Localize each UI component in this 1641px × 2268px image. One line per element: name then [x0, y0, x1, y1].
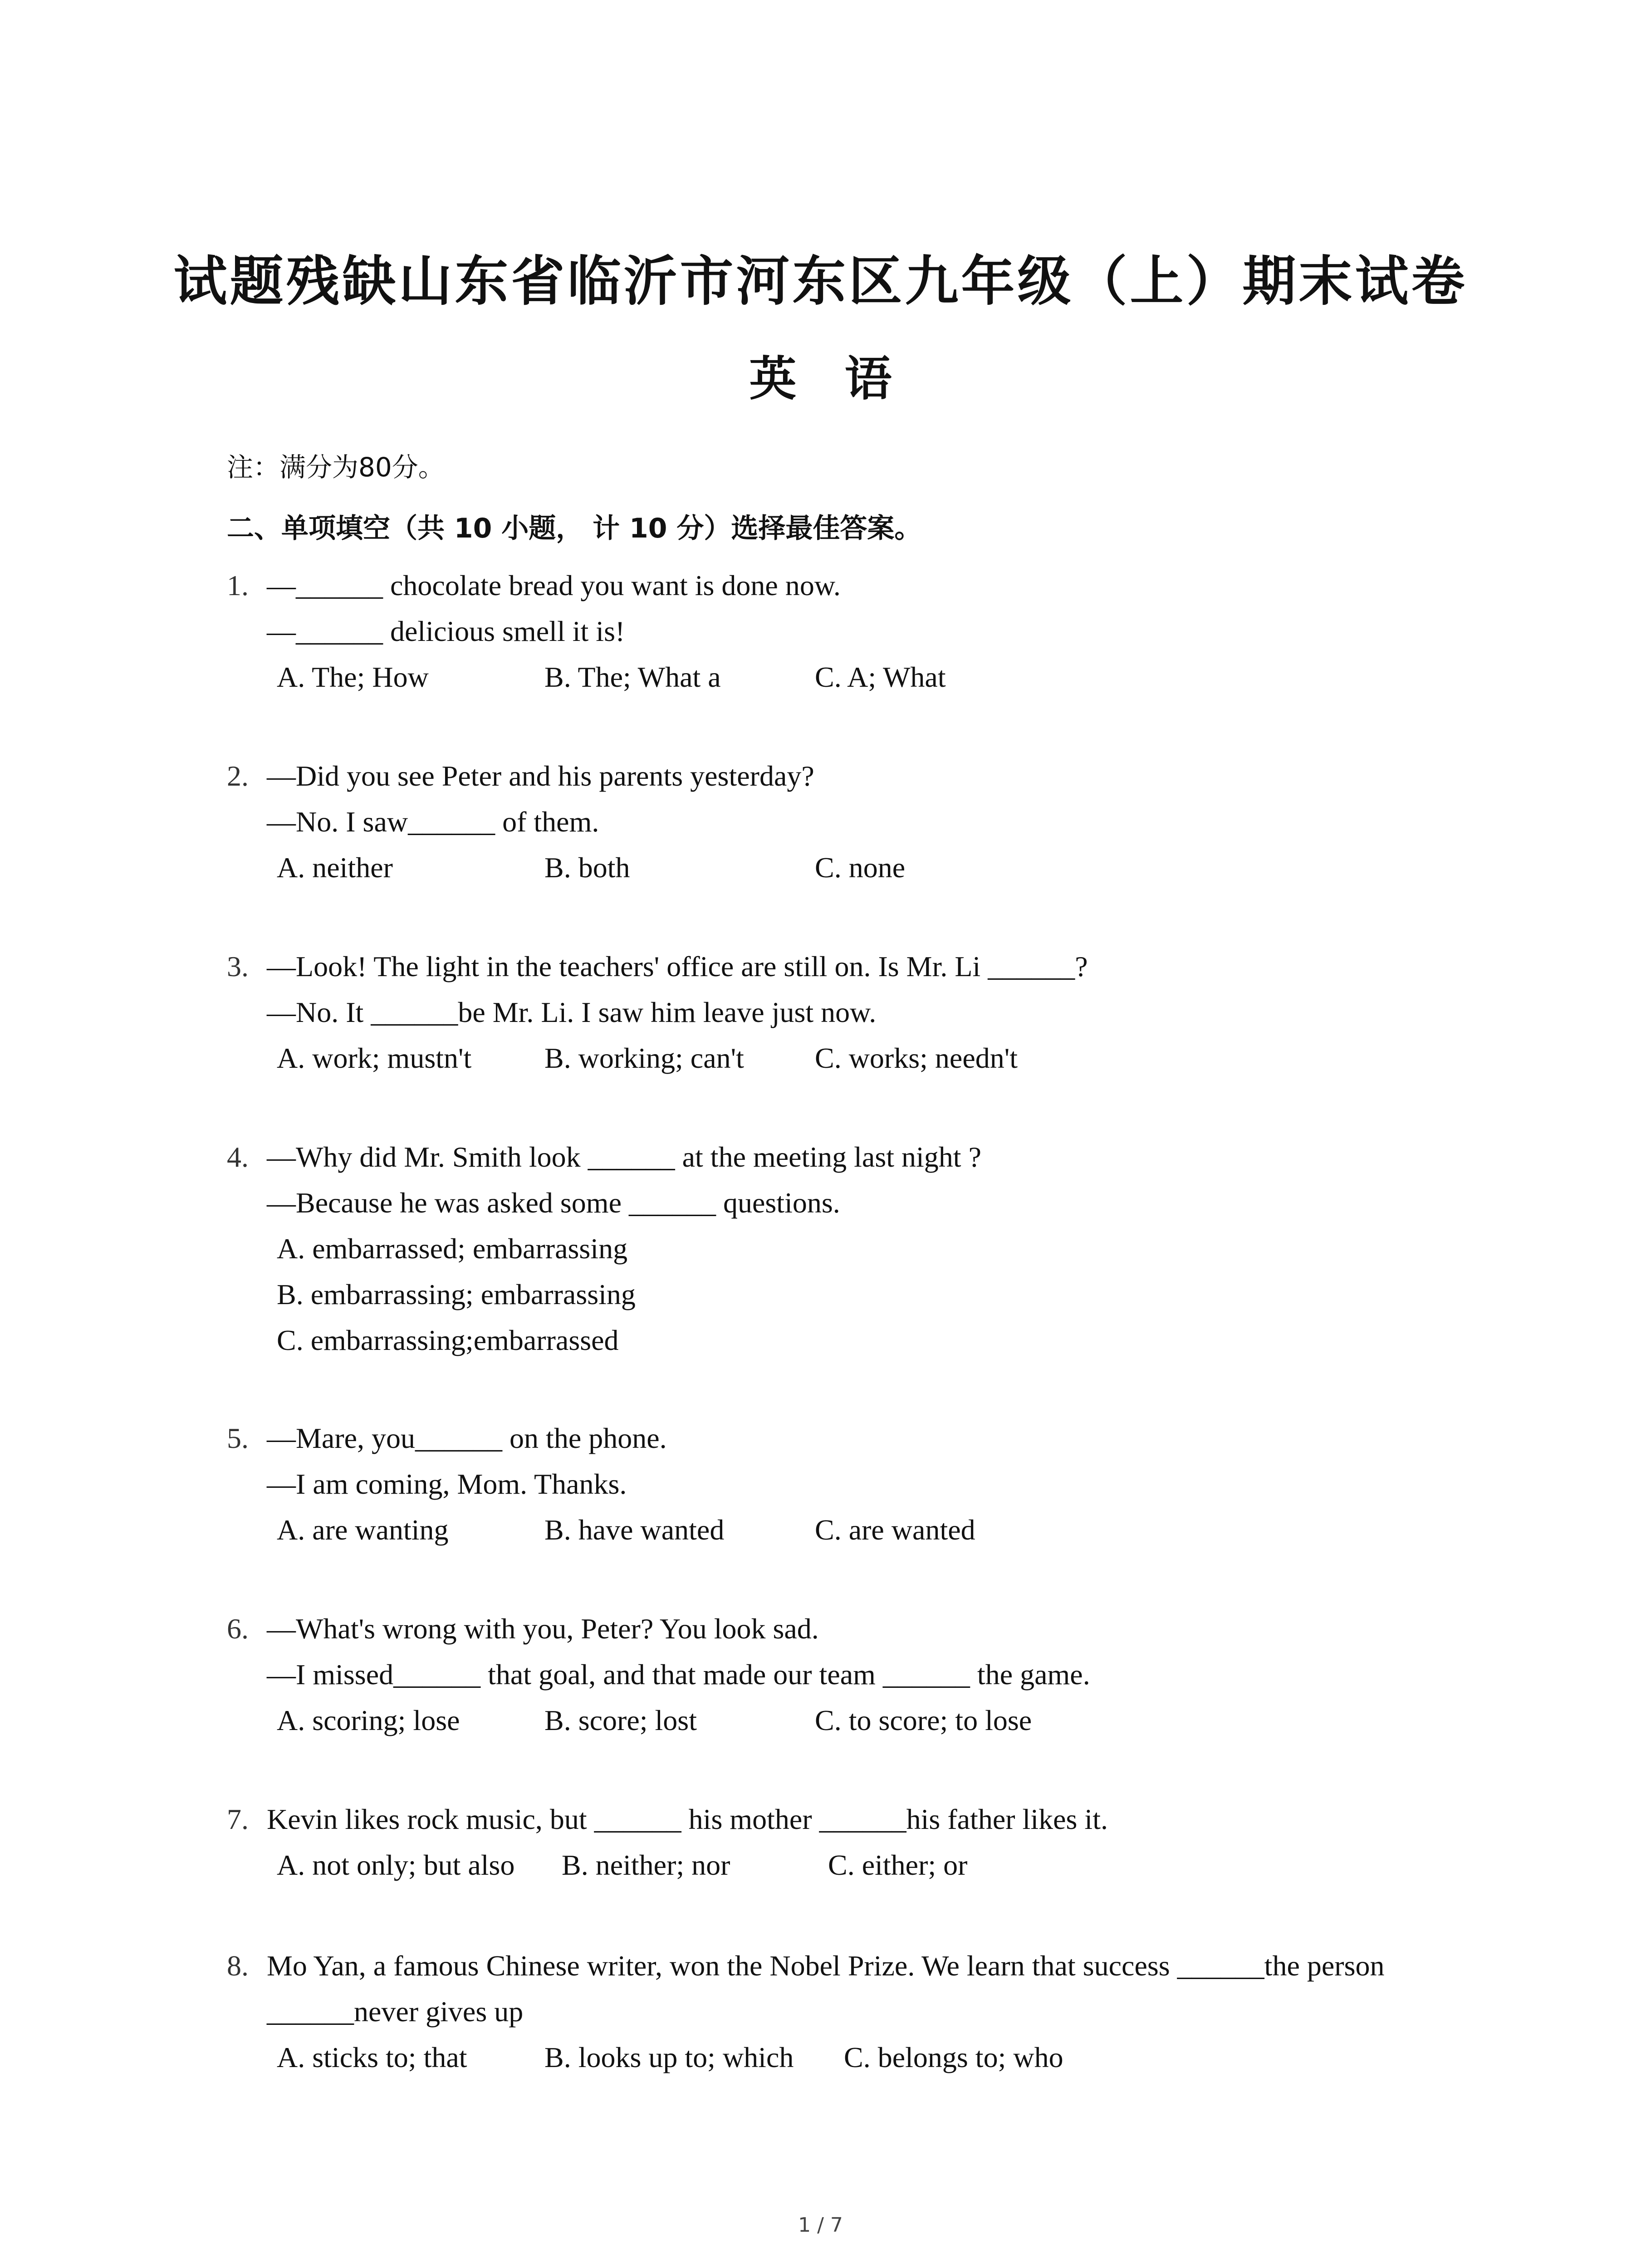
question-number: 6. [227, 1613, 249, 1645]
option-a: A. The; How [277, 661, 429, 693]
option-b: B. neither; nor [562, 1849, 730, 1881]
option-b: B. have wanted [544, 1514, 725, 1546]
question-line: —Why did Mr. Smith look ______ at the meeting last night ? [267, 1141, 981, 1173]
question-line: —Look! The light in the teachers' office are still on. Is Mr. Li ______? [267, 950, 1088, 982]
question-line: —______ delicious smell it is! [267, 615, 625, 647]
option-a: A. work; mustn't [277, 1042, 472, 1074]
option-c: C. A; What [815, 661, 946, 693]
question-number: 8. [227, 1950, 249, 1982]
question-line: —______ chocolate bread you want is done now. [267, 569, 841, 601]
question-number: 4. [227, 1141, 249, 1173]
question-line: —What's wrong with you, Peter? You look sad. [267, 1613, 819, 1645]
question-number: 1. [227, 569, 249, 601]
option-a: A. embarrassed; embarrassing [277, 1232, 628, 1265]
question-line: Mo Yan, a famous Chinese writer, won the Nobel Prize. We learn that success ______the person ______never gives up [267, 1950, 1385, 2028]
exam-title: 试题残缺山东省临沂市河东区九年级（上）期末试卷 [173, 249, 1468, 313]
question-line: —No. I saw______ of them. [267, 806, 599, 838]
option-a: A. neither [277, 851, 393, 884]
option-b: B. score; lost [544, 1704, 697, 1736]
option-c: C. none [815, 851, 906, 884]
option-c: C. belongs to; who [844, 2041, 1063, 2073]
subject-title: 英 语 [749, 351, 892, 406]
question-number: 5. [227, 1422, 249, 1454]
option-a: A. scoring; lose [277, 1704, 460, 1736]
option-b: B. both [544, 851, 630, 884]
question-number: 2. [227, 760, 249, 792]
question-line: Kevin likes rock music, but ______ his mother ______his father likes it. [267, 1803, 1108, 1835]
option-b: B. embarrassing; embarrassing [277, 1278, 636, 1310]
question-line: —No. It ______be Mr. Li. I saw him leave just now. [267, 996, 877, 1028]
question-8 [227, 1943, 1452, 2080]
option-a: A. not only; but also [277, 1849, 515, 1881]
option-c: C. embarrassing;embarrassed [277, 1324, 619, 1356]
question-line: —I missed______ that goal, and that made our team ______ the game. [267, 1658, 1090, 1691]
score-note: 注：满分为80分。 [227, 452, 445, 483]
option-b: B. looks up to; which [544, 2041, 794, 2073]
page-indicator: 1 / 7 [798, 2214, 843, 2237]
option-c: C. are wanted [815, 1514, 975, 1546]
option-c: C. to score; to lose [815, 1704, 1032, 1736]
section-heading: 二、单项填空（共 10 小题， 计 10 分）选择最佳答案。 [227, 513, 922, 544]
option-a: A. sticks to; that [277, 2041, 467, 2073]
question-number: 3. [227, 950, 249, 982]
option-c: C. works; needn't [815, 1042, 1018, 1074]
question-line: —I am coming, Mom. Thanks. [267, 1468, 627, 1500]
option-c: C. either; or [828, 1849, 968, 1881]
question-line: —Because he was asked some ______ questions. [267, 1187, 840, 1219]
option-a: A. are wanting [277, 1514, 449, 1546]
question-line: —Did you see Peter and his parents yesterday? [267, 760, 814, 792]
option-b: B. working; can't [544, 1042, 744, 1074]
option-b: B. The; What a [544, 661, 721, 693]
question-number: 7. [227, 1803, 249, 1835]
question-line: —Mare, you______ on the phone. [267, 1422, 667, 1454]
